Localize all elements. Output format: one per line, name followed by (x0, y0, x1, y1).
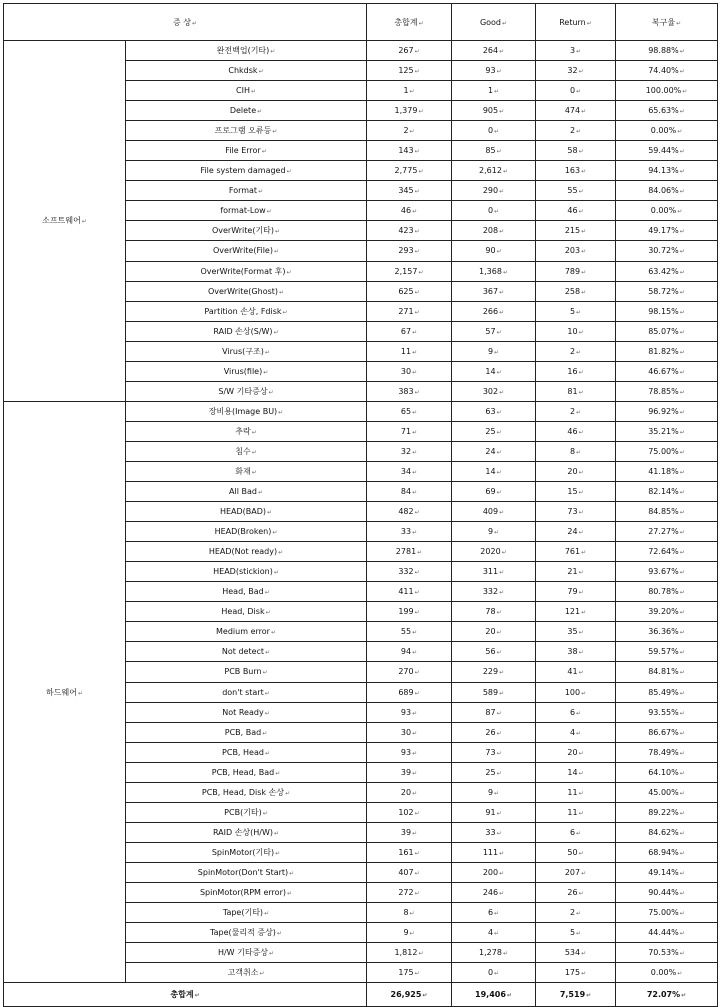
return-cell: 21↵ (536, 562, 616, 582)
return-cell: 24↵ (536, 522, 616, 542)
rate-cell: 84.81%↵ (616, 662, 718, 682)
return-cell: 8↵ (536, 441, 616, 461)
total-total: 26,925↵ (367, 983, 452, 1007)
symptom-cell: H/W 기타증상↵ (126, 943, 367, 963)
good-cell: 78↵ (452, 602, 536, 622)
total-cell: 11↵ (367, 341, 452, 361)
return-cell: 215↵ (536, 221, 616, 241)
total-cell: 625↵ (367, 281, 452, 301)
total-cell: 2,157↵ (367, 261, 452, 281)
total-label: 총합계↵ (4, 983, 367, 1007)
return-cell: 14↵ (536, 762, 616, 782)
total-cell: 199↵ (367, 602, 452, 622)
total-cell: 270↵ (367, 662, 452, 682)
category-cell: 하드웨어↵ (4, 401, 126, 982)
total-cell: 1,379↵ (367, 101, 452, 121)
rate-cell: 72.64%↵ (616, 542, 718, 562)
return-cell: 79↵ (536, 582, 616, 602)
symptom-cell: PCB, Head, Bad↵ (126, 762, 367, 782)
total-cell: 161↵ (367, 842, 452, 862)
rate-cell: 39.20%↵ (616, 602, 718, 622)
total-cell: 71↵ (367, 421, 452, 441)
symptom-cell: OverWrite(Format 후)↵ (126, 261, 367, 281)
symptom-cell: Virus(구조)↵ (126, 341, 367, 361)
total-cell: 34↵ (367, 461, 452, 481)
good-cell: 905↵ (452, 101, 536, 121)
symptom-cell: 추락↵ (126, 421, 367, 441)
rate-cell: 45.00%↵ (616, 782, 718, 802)
return-cell: 73↵ (536, 502, 616, 522)
symptom-cell: PCB(기타)↵ (126, 802, 367, 822)
symptom-cell: HEAD(Not ready)↵ (126, 542, 367, 562)
rate-cell: 44.44%↵ (616, 923, 718, 943)
return-cell: 258↵ (536, 281, 616, 301)
good-cell: 290↵ (452, 181, 536, 201)
return-cell: 10↵ (536, 321, 616, 341)
good-cell: 266↵ (452, 301, 536, 321)
rate-cell: 84.62%↵ (616, 822, 718, 842)
symptom-cell: Head, Disk↵ (126, 602, 367, 622)
total-cell: 102↵ (367, 802, 452, 822)
total-cell: 2781↵ (367, 542, 452, 562)
symptom-cell: PCB Burn↵ (126, 662, 367, 682)
good-cell: 87↵ (452, 702, 536, 722)
good-cell: 9↵ (452, 522, 536, 542)
good-cell: 25↵ (452, 762, 536, 782)
symptom-cell: 화재↵ (126, 461, 367, 481)
return-cell: 761↵ (536, 542, 616, 562)
good-cell: 332↵ (452, 582, 536, 602)
good-cell: 85↵ (452, 141, 536, 161)
rate-cell: 80.78%↵ (616, 582, 718, 602)
rate-cell: 82.14%↵ (616, 482, 718, 502)
rate-cell: 93.67%↵ (616, 562, 718, 582)
symptom-cell: Virus(file)↵ (126, 361, 367, 381)
good-cell: 2020↵ (452, 542, 536, 562)
total-cell: 689↵ (367, 682, 452, 702)
symptom-cell: Medium error↵ (126, 622, 367, 642)
total-cell: 30↵ (367, 361, 452, 381)
return-cell: 16↵ (536, 361, 616, 381)
good-cell: 200↵ (452, 862, 536, 882)
symptom-cell: Chkdsk↵ (126, 61, 367, 81)
symptom-cell: OverWrite(Ghost)↵ (126, 281, 367, 301)
symptom-cell: OverWrite(기타)↵ (126, 221, 367, 241)
total-cell: 30↵ (367, 722, 452, 742)
total-cell: 20↵ (367, 782, 452, 802)
symptom-cell: HEAD(BAD)↵ (126, 502, 367, 522)
header-return: Return↵ (536, 4, 616, 41)
symptom-cell: RAID 손상(H/W)↵ (126, 822, 367, 842)
good-cell: 63↵ (452, 401, 536, 421)
symptom-cell: 프로그램 오류등↵ (126, 121, 367, 141)
return-cell: 2↵ (536, 903, 616, 923)
total-cell: 272↵ (367, 882, 452, 902)
rate-cell: 49.17%↵ (616, 221, 718, 241)
return-cell: 32↵ (536, 61, 616, 81)
total-cell: 293↵ (367, 241, 452, 261)
return-cell: 2↵ (536, 341, 616, 361)
good-cell: 409↵ (452, 502, 536, 522)
total-cell: 94↵ (367, 642, 452, 662)
total-cell: 332↵ (367, 562, 452, 582)
total-rate: 72.07%↵ (616, 983, 718, 1007)
total-cell: 175↵ (367, 963, 452, 983)
rate-cell: 89.22%↵ (616, 802, 718, 822)
good-cell: 93↵ (452, 61, 536, 81)
return-cell: 163↵ (536, 161, 616, 181)
return-cell: 46↵ (536, 421, 616, 441)
return-cell: 2↵ (536, 401, 616, 421)
symptom-cell: 고객취소↵ (126, 963, 367, 983)
rate-cell: 84.85%↵ (616, 502, 718, 522)
return-cell: 5↵ (536, 301, 616, 321)
total-cell: 2,775↵ (367, 161, 452, 181)
good-cell: 1,368↵ (452, 261, 536, 281)
total-cell: 383↵ (367, 381, 452, 401)
category-cell: 소프트웨어↵ (4, 41, 126, 402)
rate-cell: 78.85%↵ (616, 381, 718, 401)
table-row (4, 401, 718, 421)
total-cell: 39↵ (367, 762, 452, 782)
good-cell: 264↵ (452, 41, 536, 61)
return-cell: 46↵ (536, 201, 616, 221)
symptom-cell: Tape(물리적 증상)↵ (126, 923, 367, 943)
total-cell: 33↵ (367, 522, 452, 542)
return-cell: 121↵ (536, 602, 616, 622)
rate-cell: 75.00%↵ (616, 441, 718, 461)
good-cell: 0↵ (452, 201, 536, 221)
return-cell: 35↵ (536, 622, 616, 642)
total-row (4, 983, 718, 1007)
symptom-cell: Not detect↵ (126, 642, 367, 662)
rate-cell: 35.21%↵ (616, 421, 718, 441)
good-cell: 9↵ (452, 341, 536, 361)
header-good: Good↵ (452, 4, 536, 41)
rate-cell: 100.00%↵ (616, 81, 718, 101)
good-cell: 302↵ (452, 381, 536, 401)
return-cell: 20↵ (536, 742, 616, 762)
total-cell: 46↵ (367, 201, 452, 221)
good-cell: 4↵ (452, 923, 536, 943)
rate-cell: 46.67%↵ (616, 361, 718, 381)
symptom-cell: File system damaged↵ (126, 161, 367, 181)
rate-cell: 27.27%↵ (616, 522, 718, 542)
good-cell: 0↵ (452, 963, 536, 983)
symptom-cell: PCB, Head, Disk 손상↵ (126, 782, 367, 802)
rate-cell: 81.82%↵ (616, 341, 718, 361)
return-cell: 15↵ (536, 482, 616, 502)
symptom-cell: SpinMotor(Don't Start)↵ (126, 862, 367, 882)
symptom-cell: HEAD(Broken)↵ (126, 522, 367, 542)
total-cell: 8↵ (367, 903, 452, 923)
good-cell: 0↵ (452, 121, 536, 141)
rate-cell: 98.88%↵ (616, 41, 718, 61)
total-cell: 39↵ (367, 822, 452, 842)
rate-cell: 41.18%↵ (616, 461, 718, 481)
total-cell: 345↵ (367, 181, 452, 201)
symptom-cell: CIH↵ (126, 81, 367, 101)
total-good: 19,406↵ (452, 983, 536, 1007)
rate-cell: 49.14%↵ (616, 862, 718, 882)
return-cell: 5↵ (536, 923, 616, 943)
rate-cell: 58.72%↵ (616, 281, 718, 301)
return-cell: 207↵ (536, 862, 616, 882)
return-cell: 474↵ (536, 101, 616, 121)
table-row (4, 41, 718, 61)
good-cell: 589↵ (452, 682, 536, 702)
symptom-cell: 완전백업(기타)↵ (126, 41, 367, 61)
total-cell: 1,812↵ (367, 943, 452, 963)
return-cell: 534↵ (536, 943, 616, 963)
total-cell: 143↵ (367, 141, 452, 161)
rate-cell: 90.44%↵ (616, 882, 718, 902)
return-cell: 50↵ (536, 842, 616, 862)
symptom-cell: Format↵ (126, 181, 367, 201)
good-cell: 246↵ (452, 882, 536, 902)
rate-cell: 68.94%↵ (616, 842, 718, 862)
return-cell: 0↵ (536, 81, 616, 101)
return-cell: 2↵ (536, 121, 616, 141)
total-cell: 411↵ (367, 582, 452, 602)
good-cell: 9↵ (452, 782, 536, 802)
rate-cell: 98.15%↵ (616, 301, 718, 321)
good-cell: 2,612↵ (452, 161, 536, 181)
rate-cell: 0.00%↵ (616, 121, 718, 141)
rate-cell: 93.55%↵ (616, 702, 718, 722)
good-cell: 1,278↵ (452, 943, 536, 963)
good-cell: 20↵ (452, 622, 536, 642)
symptom-cell: Tape(기타)↵ (126, 903, 367, 923)
symptom-cell: Not Ready↵ (126, 702, 367, 722)
rate-cell: 64.10%↵ (616, 762, 718, 782)
good-cell: 25↵ (452, 421, 536, 441)
total-cell: 271↵ (367, 301, 452, 321)
rate-cell: 86.67%↵ (616, 722, 718, 742)
total-cell: 267↵ (367, 41, 452, 61)
good-cell: 6↵ (452, 903, 536, 923)
recovery-stats-table (3, 3, 718, 1007)
rate-cell: 96.92%↵ (616, 401, 718, 421)
symptom-cell: All Bad↵ (126, 482, 367, 502)
symptom-cell: PCB, Head↵ (126, 742, 367, 762)
good-cell: 91↵ (452, 802, 536, 822)
symptom-cell: RAID 손상(S/W)↵ (126, 321, 367, 341)
symptom-cell: File Error↵ (126, 141, 367, 161)
good-cell: 229↵ (452, 662, 536, 682)
return-cell: 6↵ (536, 702, 616, 722)
good-cell: 208↵ (452, 221, 536, 241)
symptom-cell: 침수↵ (126, 441, 367, 461)
return-cell: 4↵ (536, 722, 616, 742)
symptom-cell: Partition 손상, Fdisk↵ (126, 301, 367, 321)
total-cell: 482↵ (367, 502, 452, 522)
return-cell: 58↵ (536, 141, 616, 161)
good-cell: 367↵ (452, 281, 536, 301)
symptom-cell: Delete↵ (126, 101, 367, 121)
return-cell: 55↵ (536, 181, 616, 201)
good-cell: 57↵ (452, 321, 536, 341)
return-cell: 175↵ (536, 963, 616, 983)
rate-cell: 0.00%↵ (616, 201, 718, 221)
total-cell: 32↵ (367, 441, 452, 461)
symptom-cell: SpinMotor(RPM error)↵ (126, 882, 367, 902)
return-cell: 100↵ (536, 682, 616, 702)
total-cell: 84↵ (367, 482, 452, 502)
rate-cell: 70.53%↵ (616, 943, 718, 963)
rate-cell: 75.00%↵ (616, 903, 718, 923)
rate-cell: 74.40%↵ (616, 61, 718, 81)
rate-cell: 85.49%↵ (616, 682, 718, 702)
total-cell: 1↵ (367, 81, 452, 101)
total-cell: 9↵ (367, 923, 452, 943)
good-cell: 311↵ (452, 562, 536, 582)
header-row (4, 4, 718, 41)
rate-cell: 59.57%↵ (616, 642, 718, 662)
return-cell: 20↵ (536, 461, 616, 481)
rate-cell: 30.72%↵ (616, 241, 718, 261)
rate-cell: 36.36%↵ (616, 622, 718, 642)
return-cell: 26↵ (536, 882, 616, 902)
good-cell: 26↵ (452, 722, 536, 742)
good-cell: 24↵ (452, 441, 536, 461)
rate-cell: 59.44%↵ (616, 141, 718, 161)
symptom-cell: format-Low↵ (126, 201, 367, 221)
symptom-cell: 장비용(Image BU)↵ (126, 401, 367, 421)
total-cell: 55↵ (367, 622, 452, 642)
rate-cell: 63.42%↵ (616, 261, 718, 281)
symptom-cell: PCB, Bad↵ (126, 722, 367, 742)
return-cell: 203↵ (536, 241, 616, 261)
rate-cell: 65.63%↵ (616, 101, 718, 121)
rate-cell: 78.49%↵ (616, 742, 718, 762)
good-cell: 56↵ (452, 642, 536, 662)
return-cell: 81↵ (536, 381, 616, 401)
total-cell: 2↵ (367, 121, 452, 141)
total-cell: 407↵ (367, 862, 452, 882)
rate-cell: 0.00%↵ (616, 963, 718, 983)
good-cell: 14↵ (452, 361, 536, 381)
return-cell: 41↵ (536, 662, 616, 682)
return-cell: 11↵ (536, 782, 616, 802)
header-symptom: 증 상↵ (4, 4, 367, 41)
good-cell: 69↵ (452, 482, 536, 502)
good-cell: 14↵ (452, 461, 536, 481)
total-cell: 67↵ (367, 321, 452, 341)
total-cell: 65↵ (367, 401, 452, 421)
symptom-cell: SpinMotor(기타)↵ (126, 842, 367, 862)
good-cell: 73↵ (452, 742, 536, 762)
symptom-cell: S/W 기타증상↵ (126, 381, 367, 401)
good-cell: 111↵ (452, 842, 536, 862)
rate-cell: 85.07%↵ (616, 321, 718, 341)
symptom-cell: Head, Bad↵ (126, 582, 367, 602)
total-cell: 423↵ (367, 221, 452, 241)
return-cell: 789↵ (536, 261, 616, 281)
symptom-cell: don't start↵ (126, 682, 367, 702)
rate-cell: 84.06%↵ (616, 181, 718, 201)
good-cell: 1↵ (452, 81, 536, 101)
return-cell: 3↵ (536, 41, 616, 61)
total-cell: 93↵ (367, 742, 452, 762)
symptom-cell: HEAD(stickion)↵ (126, 562, 367, 582)
good-cell: 90↵ (452, 241, 536, 261)
total-cell: 93↵ (367, 702, 452, 722)
total-return: 7,519↵ (536, 983, 616, 1007)
good-cell: 33↵ (452, 822, 536, 842)
return-cell: 6↵ (536, 822, 616, 842)
return-cell: 11↵ (536, 802, 616, 822)
header-rate: 복구율↵ (616, 4, 718, 41)
return-cell: 38↵ (536, 642, 616, 662)
header-total: 총합계↵ (367, 4, 452, 41)
symptom-cell: OverWrite(File)↵ (126, 241, 367, 261)
total-cell: 125↵ (367, 61, 452, 81)
rate-cell: 94.13%↵ (616, 161, 718, 181)
